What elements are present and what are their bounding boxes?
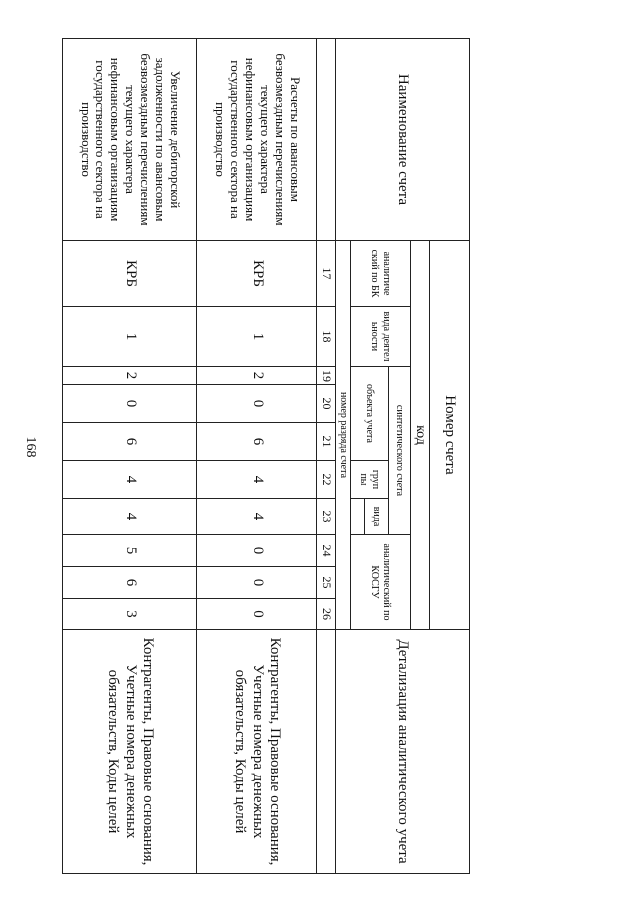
header-analytic-bk: аналитиче ский по БК <box>350 241 410 307</box>
row-value: 2 <box>197 367 317 385</box>
row-value: КРБ <box>197 241 317 307</box>
header-synthetic: синтетического счета <box>388 367 410 535</box>
row-value: 1 <box>63 307 197 367</box>
row-value: 0 <box>197 535 317 567</box>
header-kind: вида <box>364 499 388 535</box>
row-value: 4 <box>63 499 197 535</box>
table-row <box>197 39 317 874</box>
header-analytics-detail: Детализация аналитического учета <box>336 630 470 874</box>
row-value: 0 <box>197 567 317 599</box>
row-value: 1 <box>197 307 317 367</box>
row-account-name: Увеличение дебиторской задолженности по авансовым безвозмездным перечислениям текущего характера нефинансовым организациям государственного сектора на производство <box>63 39 197 241</box>
row-value: 3 <box>63 599 197 630</box>
header-account-number: Номер счета <box>430 241 470 630</box>
digit-cell: 24 <box>317 535 336 567</box>
digit-cell: 25 <box>317 567 336 599</box>
header-kind-spacer <box>350 499 364 535</box>
row-value: 4 <box>197 499 317 535</box>
row-value: КРБ <box>63 241 197 307</box>
digit-cell: 17 <box>317 241 336 307</box>
row-detail: Контрагенты, Правовые основания, Учетные номера денежных обязательств, Коды целей <box>63 630 197 874</box>
row-value: 0 <box>63 385 197 423</box>
row-value: 5 <box>63 535 197 567</box>
header-group: груп пы <box>350 461 388 499</box>
digit-cell: 21 <box>317 423 336 461</box>
row-detail: Контрагенты, Правовые основания, Учетные номера денежных обязательств, Коды целей <box>197 630 317 874</box>
page-number: 168 <box>23 436 38 458</box>
digits-blank-left <box>317 39 336 241</box>
row-value: 0 <box>197 385 317 423</box>
digit-cell: 20 <box>317 385 336 423</box>
header-digit-number: номер разряда счета <box>336 241 351 630</box>
header-activity-type: вида деятел ьности <box>350 307 410 367</box>
row-value: 6 <box>63 423 197 461</box>
digit-cell: 22 <box>317 461 336 499</box>
row-value: 6 <box>63 567 197 599</box>
rotated-table-stage <box>78 38 470 873</box>
digit-cell: 19 <box>317 367 336 385</box>
digit-cell: 23 <box>317 499 336 535</box>
row-value: 4 <box>197 461 317 499</box>
row-value: 4 <box>63 461 197 499</box>
digit-cell: 18 <box>317 307 336 367</box>
digits-blank-right <box>317 630 336 874</box>
table-row <box>63 39 197 874</box>
digit-cell: 26 <box>317 599 336 630</box>
row-account-name: Расчеты по авансовым безвозмездным перечислениям текущего характера нефинансовым организациям государственного сектора на производство <box>197 39 317 241</box>
row-value: 2 <box>63 367 197 385</box>
header-account-object: объекта учета <box>350 367 388 461</box>
row-value: 6 <box>197 423 317 461</box>
digits-row <box>317 39 336 874</box>
header-code: код <box>410 241 429 630</box>
header-analytic-kosgu: аналитический по КОСГУ <box>350 535 410 630</box>
row-value: 0 <box>197 599 317 630</box>
accounts-table <box>62 38 470 874</box>
header-account-name: Наименование счета <box>336 39 470 241</box>
